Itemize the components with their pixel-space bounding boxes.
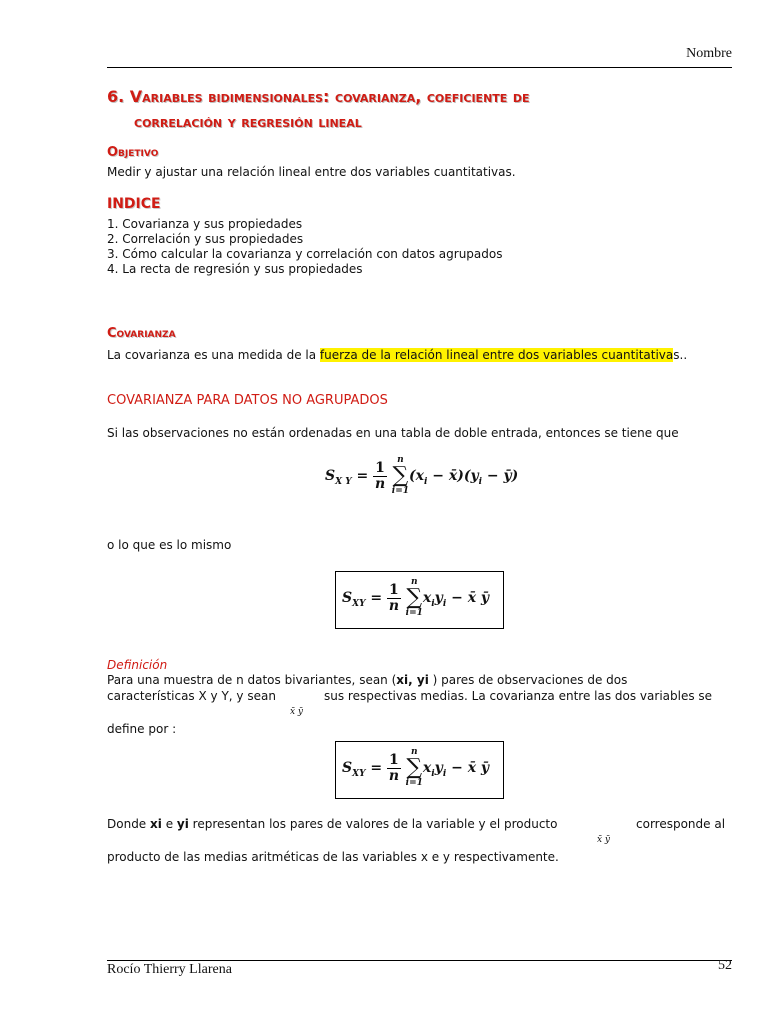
sum-lower: i=1 xyxy=(391,486,410,496)
formula-lhs: S xyxy=(325,468,336,484)
objetivo-text: Medir y ajustar una relación lineal entre dos variables cuantitativas. xyxy=(107,165,516,179)
product-symbol: x̄ ȳ xyxy=(597,835,611,845)
formula-sub: i xyxy=(478,476,483,487)
formula-equals: = xyxy=(370,590,383,606)
formula-term: − ȳ) xyxy=(482,468,519,484)
fraction-numerator: 1 xyxy=(389,751,399,768)
definicion-text: características X y Y, y sean xyxy=(107,689,276,703)
formula-lhs: S xyxy=(342,590,353,606)
formula-term: (x xyxy=(409,468,424,484)
formula-term: − x̄ ȳ xyxy=(446,590,490,606)
formula-equals: = xyxy=(370,760,383,776)
covariance-formula-2 xyxy=(342,578,489,618)
covarianza-heading: Covarianza xyxy=(107,326,176,341)
indice-list xyxy=(107,217,503,277)
indice-item: 2. Correlación y sus propiedades xyxy=(107,232,304,246)
or-text: o lo que es lo mismo xyxy=(107,538,232,552)
formula-equals: = xyxy=(356,468,369,484)
formula-lhs-sub: XY xyxy=(352,768,366,779)
header-name: Nombre xyxy=(686,46,732,61)
formula-lhs-sub: X Y xyxy=(335,476,352,487)
covariance-formula-3 xyxy=(342,748,489,788)
formula-sub: i xyxy=(431,768,435,779)
covarianza-highlight: fuerza de la relación lineal entre dos variables cuantitativa xyxy=(319,348,674,362)
formula-sub: i xyxy=(424,476,428,487)
sum-lower: i=1 xyxy=(405,778,423,788)
covariance-formula-box-2 xyxy=(335,571,504,629)
footer-divider xyxy=(107,960,732,961)
sum-upper: n xyxy=(411,747,418,757)
fraction-denominator: n xyxy=(388,767,399,784)
donde-text: e xyxy=(161,817,177,831)
covarianza-text-b: s.. xyxy=(673,348,688,362)
donde-text: Donde xyxy=(107,817,151,831)
definicion-text: Para una muestra de n datos bivariantes, sean ( xyxy=(107,673,397,687)
fraction-denominator: n xyxy=(374,475,386,492)
sum-lower: i=1 xyxy=(405,608,423,618)
covariance-formula-box-3 xyxy=(335,741,504,799)
definicion-text: ) pares de observaciones de dos xyxy=(428,673,628,687)
formula-term: x xyxy=(422,590,432,606)
summation xyxy=(406,578,423,618)
donde-text: representan los pares de valores de la variable y el producto xyxy=(188,817,558,831)
sum-upper: n xyxy=(397,455,404,465)
donde-line-1 xyxy=(107,817,557,832)
formula-lhs: S xyxy=(342,760,353,776)
chapter-title-line-1: 6. Variables bidimensionales: covarianza, coeficiente de xyxy=(107,87,530,106)
formula-term: x xyxy=(422,760,432,776)
formula-term: − x̄)(y xyxy=(427,468,479,484)
covarianza-text xyxy=(107,348,687,363)
summation xyxy=(406,748,423,788)
donde-bold: yi xyxy=(176,817,189,831)
formula-fraction xyxy=(373,461,387,492)
formula-fraction xyxy=(387,583,401,614)
definicion-label: Definición xyxy=(107,658,168,672)
sigma-icon: ∑ xyxy=(392,463,409,488)
fraction-numerator: 1 xyxy=(389,581,399,598)
definicion-line-2 xyxy=(107,689,276,704)
footer-author: Rocío Thierry Llarena xyxy=(107,962,232,977)
sum-upper: n xyxy=(411,577,418,587)
formula-fraction xyxy=(387,753,401,784)
formula-term: y xyxy=(434,590,443,606)
covarianza-text-a: La covarianza es una medida de la xyxy=(107,348,320,362)
definicion-line-2b: sus respectivas medias. La covarianza entre las dos variables se xyxy=(324,689,713,703)
definicion-bold: xi, yi xyxy=(396,673,429,687)
formula-sub: i xyxy=(431,598,435,609)
fraction-denominator: n xyxy=(388,597,399,614)
indice-item: 3. Cómo calcular la covarianza y correlación con datos agrupados xyxy=(107,247,503,261)
formula-term: y xyxy=(434,760,443,776)
means-symbol: x̄ ȳ xyxy=(290,707,304,717)
page-number: 52 xyxy=(718,958,732,973)
formula-term: − x̄ ȳ xyxy=(446,760,490,776)
donde-line-1b: corresponde al xyxy=(636,817,726,831)
chapter-title-line-2: correlación y regresión lineal xyxy=(134,112,362,131)
indice-item: 4. La recta de regresión y sus propiedades xyxy=(107,262,363,276)
chapter-title xyxy=(107,84,530,134)
formula-lhs-sub: XY xyxy=(352,598,366,609)
sigma-icon: ∑ xyxy=(406,585,423,610)
no-agrupados-heading: COVARIANZA PARA DATOS NO AGRUPADOS xyxy=(107,393,388,408)
summation xyxy=(392,456,409,496)
formula-sub: i xyxy=(442,598,447,609)
objetivo-heading: Objetivo xyxy=(107,145,159,160)
no-agrupados-intro: Si las observaciones no están ordenadas en una tabla de doble entrada, entonces se tiene que xyxy=(107,426,679,440)
header-divider xyxy=(107,67,732,68)
donde-line-2: producto de las medias aritméticas de las variables x e y respectivamente. xyxy=(107,850,559,864)
definicion-line-1 xyxy=(107,673,627,688)
sigma-icon: ∑ xyxy=(406,755,423,780)
formula-sub: i xyxy=(442,768,447,779)
fraction-numerator: 1 xyxy=(375,459,385,476)
indice-heading: INDICE xyxy=(107,196,161,212)
donde-bold: xi xyxy=(150,817,162,831)
covariance-formula-1 xyxy=(325,456,518,496)
definicion-line-3: define por : xyxy=(107,722,177,736)
indice-item: 1. Covarianza y sus propiedades xyxy=(107,217,303,231)
